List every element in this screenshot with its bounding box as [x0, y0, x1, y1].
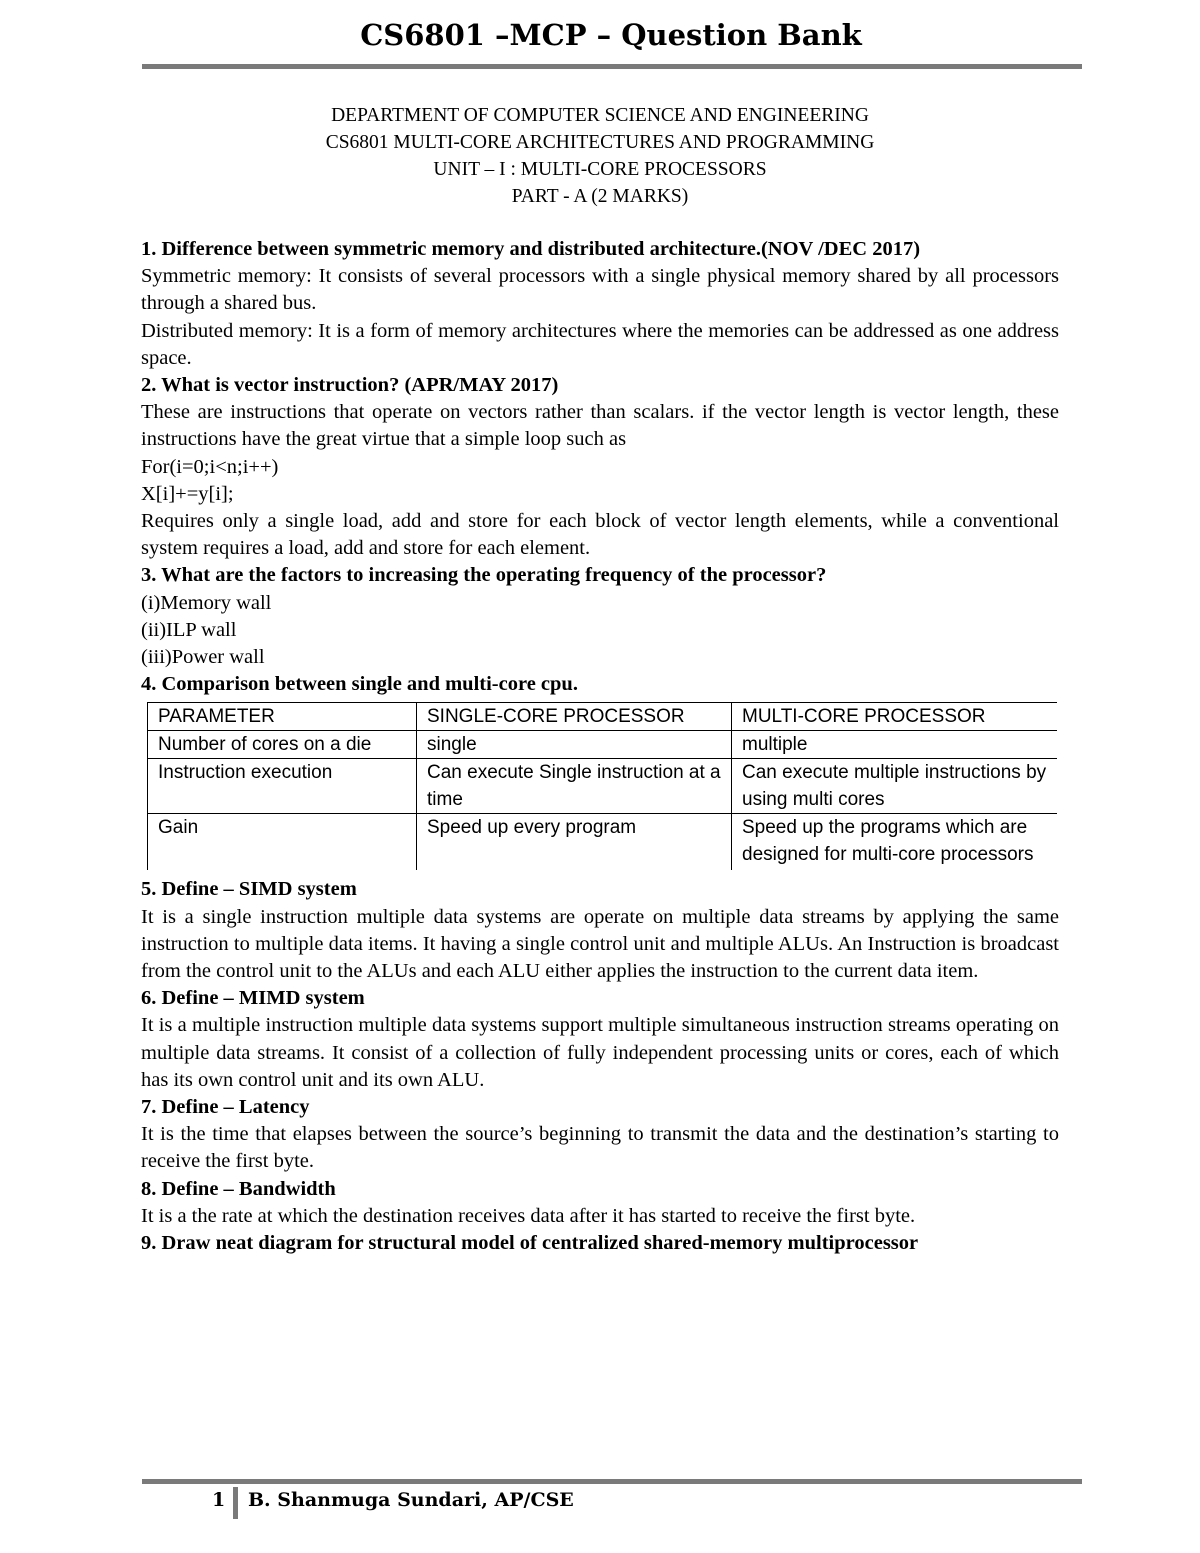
question-6-answer: It is a multiple instruction multiple data systems support multiple simultaneous instruction streams operating on multiple data streams. It consist of a collection of fully independent processing units or cores, each of which has its own control unit and its own ALU.: [141, 1014, 1059, 1091]
header-rule: [142, 64, 1082, 69]
table-cell: Gain: [148, 814, 417, 871]
question-2-title: 2. What is vector instruction? (APR/MAY 2017): [141, 374, 559, 397]
comparison-table: [147, 702, 1057, 870]
unit-heading: UNIT – I : MULTI-CORE PROCESSORS: [433, 159, 767, 180]
table-row: [148, 731, 1058, 759]
question-2-answer-intro: These are instructions that operate on vectors rather than scalars. if the vector length is vector length, these instructions have the great virtue that a simple loop such as: [141, 401, 1059, 451]
table-header-cell: MULTI-CORE PROCESSOR: [732, 703, 1058, 731]
footer-rule: [142, 1479, 1082, 1484]
page-footer: [0, 1487, 1200, 1519]
question-8-title: 8. Define – Bandwidth: [141, 1177, 336, 1200]
question-3-item-power-wall: (iii)Power wall: [141, 646, 265, 669]
question-7-title: 7. Define – Latency: [141, 1096, 310, 1119]
document-heading: [0, 102, 1200, 210]
table-cell: multiple: [732, 731, 1058, 759]
department-heading: DEPARTMENT OF COMPUTER SCIENCE AND ENGINEERING: [331, 105, 869, 126]
part-heading: PART - A (2 MARKS): [511, 186, 689, 207]
question-list: [141, 236, 1059, 1257]
question-2-code-body: X[i]+=y[i];: [141, 482, 234, 505]
table-cell: Number of cores on a die: [148, 731, 417, 759]
table-cell: Speed up every program: [417, 814, 732, 871]
question-3-title: 3. What are the factors to increasing the operating frequency of the processor?: [141, 564, 827, 587]
question-5-answer: It is a single instruction multiple data systems are operate on multiple data streams by applying the same instruction to multiple data items. It having a single control unit and multiple ALUs. An Instruction is broadcast from the control unit to the ALUs and each ALU either applies the instruction to the current data item.: [141, 905, 1059, 983]
question-1-answer-distributed: Distributed memory: It is a form of memory architectures where the memories can be addressed as one address space.: [141, 319, 1059, 369]
question-7-answer: It is the time that elapses between the source’s beginning to transmit the data and the destination’s starting to receive the first byte.: [141, 1123, 1059, 1173]
question-3-item-memory-wall: (i)Memory wall: [141, 591, 272, 614]
question-8-answer: It is a the rate at which the destination receives data after it has started to receive the first byte.: [141, 1204, 916, 1227]
table-cell: Instruction execution: [148, 759, 417, 814]
question-2-code-loop: For(i=0;i<n;i++): [141, 455, 279, 478]
table-row: [148, 759, 1058, 814]
table-cell: Can execute Single instruction at a time: [417, 759, 732, 814]
page-number: 1: [212, 1489, 226, 1511]
footer-divider: [233, 1487, 238, 1519]
question-2-answer-detail: Requires only a single load, add and store for each block of vector length elements, while a conventional system requires a load, add and store for each element.: [141, 510, 1059, 560]
table-cell: Can execute multiple instructions by using multi cores: [732, 759, 1058, 814]
question-6-title: 6. Define – MIMD system: [141, 987, 365, 1010]
course-heading: CS6801 MULTI-CORE ARCHITECTURES AND PROGRAMMING: [325, 132, 875, 153]
question-9-title: 9. Draw neat diagram for structural model of centralized shared-memory multiprocessor: [141, 1232, 919, 1255]
table-header-cell: PARAMETER: [148, 703, 417, 731]
question-1-answer-symmetric: Symmetric memory: It consists of several processors with a single physical memory shared by all processors through a shared bus.: [141, 265, 1059, 315]
page-header-title: CS6801 –MCP – Question Bank: [360, 18, 862, 52]
table-cell: single: [417, 731, 732, 759]
table-cell: Speed up the programs which are designed for multi-core processors: [732, 814, 1058, 871]
question-4-title: 4. Comparison between single and multi-core cpu.: [141, 673, 578, 696]
table-header-cell: SINGLE-CORE PROCESSOR: [417, 703, 732, 731]
question-3-item-ilp-wall: (ii)ILP wall: [141, 618, 237, 641]
question-5-title: 5. Define – SIMD system: [141, 878, 357, 901]
question-1-title: 1. Difference between symmetric memory and distributed architecture.(NOV /DEC 2017): [141, 238, 921, 260]
footer-author: B. Shanmuga Sundari, AP/CSE: [248, 1489, 574, 1511]
table-row: [148, 814, 1058, 871]
table-header-row: [148, 703, 1058, 731]
